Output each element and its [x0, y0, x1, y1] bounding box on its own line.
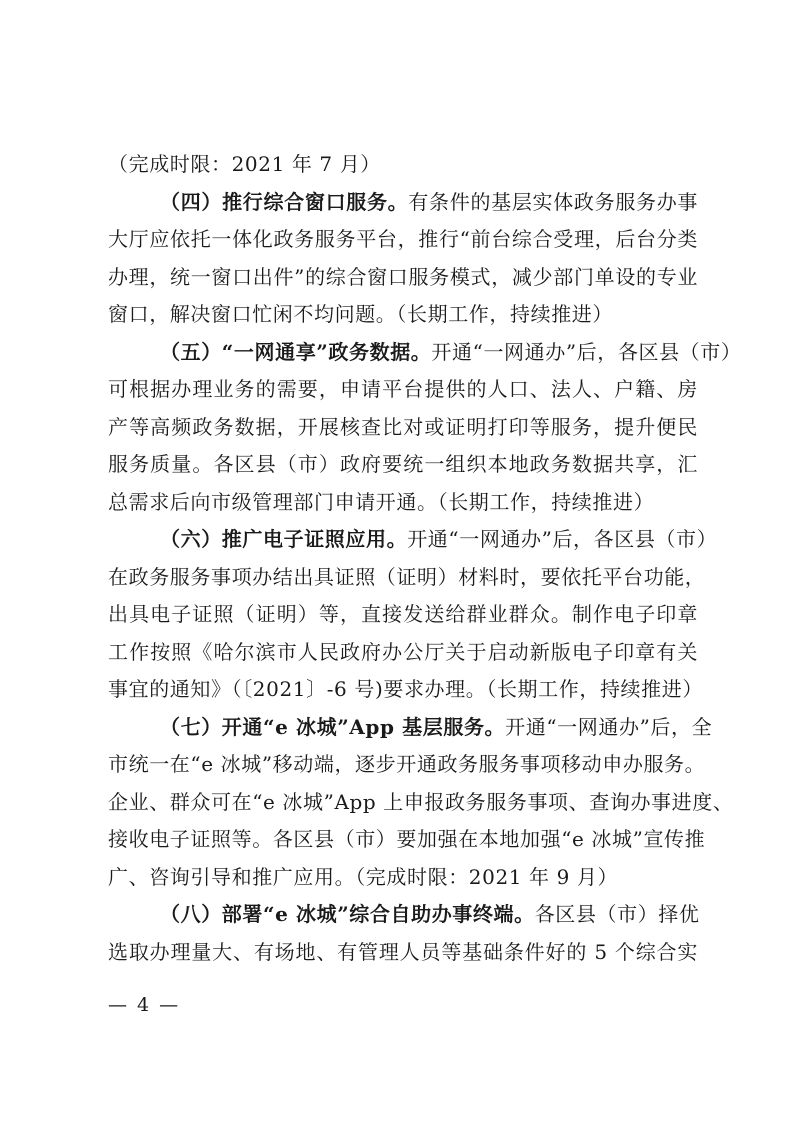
text-line	[108, 634, 698, 672]
text-line	[108, 746, 706, 784]
section-heading: （七）开通“e 冰城”App 基层服务。	[160, 714, 506, 739]
text-line	[108, 934, 698, 972]
text-line	[108, 371, 698, 409]
text-segment: 窗口，解决窗口忙闲不均问题。（长期工作，持续推进）	[108, 302, 613, 326]
text-line	[108, 671, 703, 709]
text-segment: 广、咨询引导和推广应用。（完成时限：2021 年 9 月）	[108, 864, 619, 889]
text-segment: 服务质量。各区县（市）政府要统一组织本地政务数据共享，汇	[108, 452, 698, 476]
paragraph-first-line	[108, 521, 718, 559]
text-line	[108, 446, 698, 484]
text-line	[108, 296, 698, 334]
text-segment: 有条件的基层实体政务服务办事	[408, 189, 699, 214]
text-segment: 事宜的通知》（〔2021〕-6 号)要求办理。（长期工作，持续推进）	[108, 677, 703, 701]
text-segment: 总需求后向市级管理部门申请开通。（长期工作，持续推进）	[108, 489, 655, 514]
body-text	[108, 146, 742, 971]
paragraph-first-line	[108, 709, 713, 747]
text-segment: 选取办理量大、有场地、有管理人员等基础条件好的 5 个综合实	[108, 939, 698, 964]
text-line	[108, 146, 698, 184]
text-segment: 办理，统一窗口出件”的综合窗口服务模式，减少部门单设的专业	[108, 264, 698, 289]
text-segment: 开通“一网通办”后，各区县（市）	[407, 527, 718, 551]
text-segment: 各区县（市）择优	[534, 902, 700, 926]
text-segment: 接收电子证照等。各区县（市）要加强在本地加强“e 冰城”宣传推	[108, 827, 706, 851]
text-line	[108, 559, 706, 597]
text-line	[108, 409, 698, 447]
paragraph-first-line	[108, 896, 698, 934]
page-number: — 4 —	[108, 994, 181, 1016]
section-heading: （六）推广电子证照应用。	[160, 527, 408, 551]
text-line	[108, 484, 698, 522]
paragraph-first-line	[108, 334, 742, 372]
section-heading: （五）“一网通享”政务数据。	[160, 339, 432, 364]
text-segment: 企业、群众可在“e 冰城”App 上申报政务服务事项、查询办事进度、	[108, 789, 734, 814]
section-heading: （四）推行综合窗口服务。	[160, 189, 409, 214]
text-segment: （完成时限：2021 年 7 月）	[108, 152, 381, 176]
text-line	[108, 259, 698, 297]
text-segment: 可根据办理业务的需要，申请平台提供的人口、法人、户籍、房	[108, 377, 698, 401]
text-segment: 大厅应依托一体化政务服务平台，推行“前台综合受理，后台分类	[108, 227, 698, 251]
text-line	[108, 221, 698, 259]
text-segment: 开通“一网通办”后，各区县（市）	[431, 339, 742, 364]
text-line	[108, 859, 698, 897]
text-segment: 市统一在“e 冰城”移动端，逐步开通政务服务事项移动申办服务。	[108, 752, 706, 776]
text-line	[108, 596, 698, 634]
text-segment: 工作按照《哈尔滨市人民政府办公厅关于启动新版电子印章有关	[108, 639, 698, 664]
text-line	[108, 821, 706, 859]
text-segment: 在政务服务事项办结出具证照（证明）材料时，要依托平台功能，	[108, 564, 706, 589]
section-heading: （八）部署“e 冰城”综合自助办事终端。	[160, 902, 535, 926]
text-segment: 开通“一网通办”后，全	[505, 714, 713, 739]
text-segment: 产等高频政务数据，开展核查比对或证明打印等服务，提升便民	[108, 414, 698, 439]
text-segment: 出具电子证照（证明）等，直接发送给群业群众。制作电子印章	[108, 602, 698, 626]
text-line	[108, 784, 734, 822]
paragraph-first-line	[108, 184, 698, 222]
